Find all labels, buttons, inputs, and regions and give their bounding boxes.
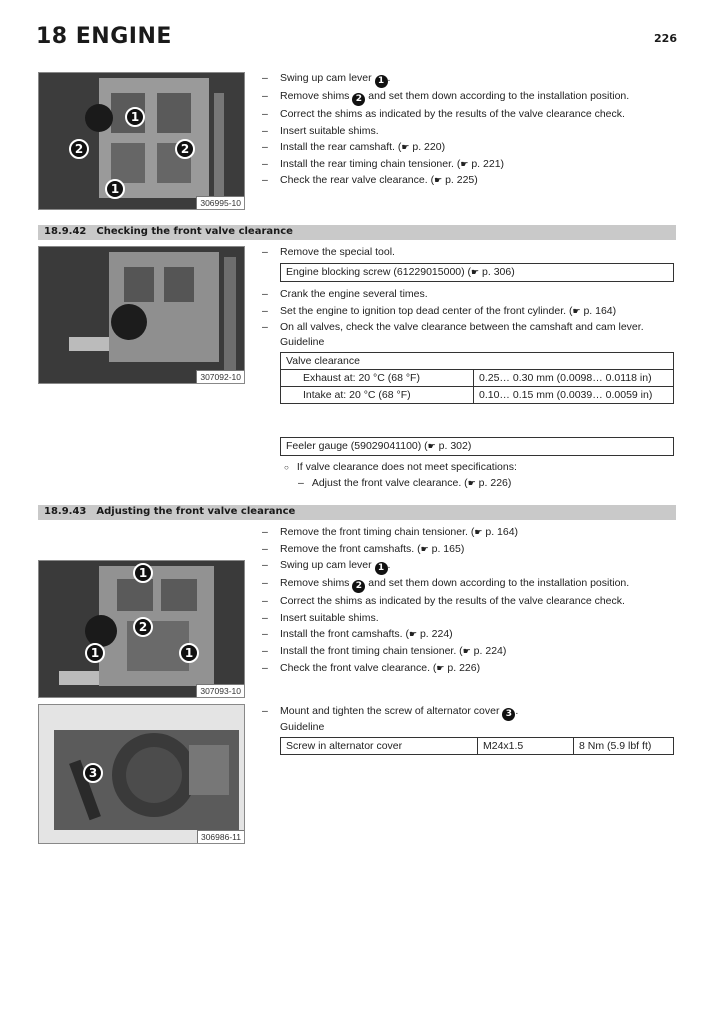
engine-photo-front-check: [38, 246, 245, 384]
condition-action: – Adjust the front valve clearance. (☛ p. 226): [298, 477, 512, 489]
page-ref-icon: ☛: [434, 175, 443, 186]
table-row: Exhaust at: 20 °C (68 °F) 0.25… 0.30 mm (0.0098… 0.0118 in): [281, 370, 674, 387]
page-ref-icon: ☛: [427, 441, 436, 451]
image-code: 307093-10: [196, 684, 244, 697]
tool-box: Feeler gauge (59029041100) (☛ p. 302): [280, 437, 674, 456]
list-item: – Set the engine to ignition top dead center of the front cylinder. (☛ p. 164): [262, 303, 682, 320]
list-item: – Mount and tighten the screw of alternator cover 3 .: [262, 703, 682, 721]
list-item: – Install the rear timing chain tensioner. (☛ p. 221): [262, 156, 682, 173]
table-row: Screw in alternator cover M24x1.5 8 Nm (5.9 lbf ft): [281, 738, 674, 755]
list-item: – Insert suitable shims.: [262, 123, 682, 140]
page-ref-icon: ☛: [471, 267, 480, 277]
callout-1-icon: 1: [375, 562, 388, 575]
page-ref-icon: ☛: [460, 158, 469, 169]
engine-photo-graphic: [39, 247, 245, 384]
section-heading: 18.9.42 Checking the front valve clearance: [38, 225, 676, 240]
list-item: – Install the rear camshaft. (☛ p. 220): [262, 139, 682, 156]
steps-check: [262, 244, 682, 261]
torque-table: [280, 737, 674, 755]
image-code: 306995-10: [196, 196, 244, 209]
image-code: 306986-11: [197, 830, 244, 843]
valve-clearance-table: [280, 352, 674, 404]
section-heading: 18.9.43 Adjusting the front valve clearance: [38, 505, 676, 520]
callout-2-icon: 2: [352, 580, 365, 593]
page-number: 226: [654, 32, 677, 45]
image-code: 307092-10: [196, 370, 244, 383]
list-item: – Check the front valve clearance. (☛ p. 226): [262, 660, 682, 677]
page-ref-icon: ☛: [462, 645, 471, 656]
engine-photo-rear-cam: 1 2 2 1 306995-10: [38, 72, 245, 210]
engine-photo-graphic: [39, 705, 245, 844]
page-ref-icon: ☛: [436, 662, 445, 673]
list-item: – Remove shims 2 and set them down according to the installation position.: [262, 575, 682, 593]
list-item: – Install the front camshafts. (☛ p. 224): [262, 626, 682, 643]
list-item: – On all valves, check the valve clearance between the camshaft and cam lever.: [262, 319, 682, 336]
alternator-cover-photo: 3 306986-11: [38, 704, 245, 844]
guideline-label: Guideline: [280, 721, 325, 733]
page-ref-icon: ☛: [467, 478, 476, 488]
list-item: – Check the rear valve clearance. (☛ p. 225): [262, 172, 682, 189]
list-item: – Correct the shims as indicated by the results of the valve clearance check.: [262, 106, 682, 123]
steps-check-2: [262, 286, 682, 336]
list-item: – Correct the shims as indicated by the results of the valve clearance check.: [262, 593, 682, 610]
list-item: – Remove the front camshafts. (☛ p. 165): [262, 541, 682, 558]
steps-alternator: [262, 703, 682, 721]
table-row: Intake at: 20 °C (68 °F) 0.10… 0.15 mm (0.0039… 0.0059 in): [281, 387, 674, 404]
list-item: – Crank the engine several times.: [262, 286, 682, 303]
list-item: – Remove the special tool.: [262, 244, 682, 261]
list-item: – Swing up cam lever 1 .: [262, 70, 682, 88]
callout-2-icon: 2: [352, 93, 365, 106]
page-ref-icon: ☛: [420, 543, 429, 554]
list-item: – Remove shims 2 and set them down according to the installation position.: [262, 88, 682, 106]
list-item: – Swing up cam lever 1 .: [262, 557, 682, 575]
list-item: – Remove the front timing chain tensioner. (☛ p. 164): [262, 524, 682, 541]
steps-rear: [262, 70, 682, 189]
engine-photo-graphic: [39, 73, 245, 210]
page-ref-icon: ☛: [408, 629, 418, 640]
list-item: – Install the front timing chain tensioner. (☛ p. 224): [262, 643, 682, 660]
callout-1-icon: 1: [375, 75, 388, 88]
engine-photo-front-adjust: 1 2 1 1 307093-10: [38, 560, 245, 698]
page-ref-icon: ☛: [572, 305, 581, 316]
list-item: – Insert suitable shims.: [262, 610, 682, 627]
table-header: Valve clearance: [281, 353, 674, 370]
steps-adjust: [262, 524, 682, 676]
page-ref-icon: ☛: [401, 142, 410, 153]
guideline-label: Guideline: [280, 336, 325, 348]
page-title: 18 ENGINE: [36, 24, 172, 49]
tool-box: Engine blocking screw (61229015000) (☛ p. 306): [280, 263, 674, 282]
page-ref-icon: ☛: [474, 527, 483, 537]
callout-3-icon: 3: [502, 708, 515, 721]
condition-text: ○ If valve clearance does not meet specifications:: [284, 461, 517, 473]
